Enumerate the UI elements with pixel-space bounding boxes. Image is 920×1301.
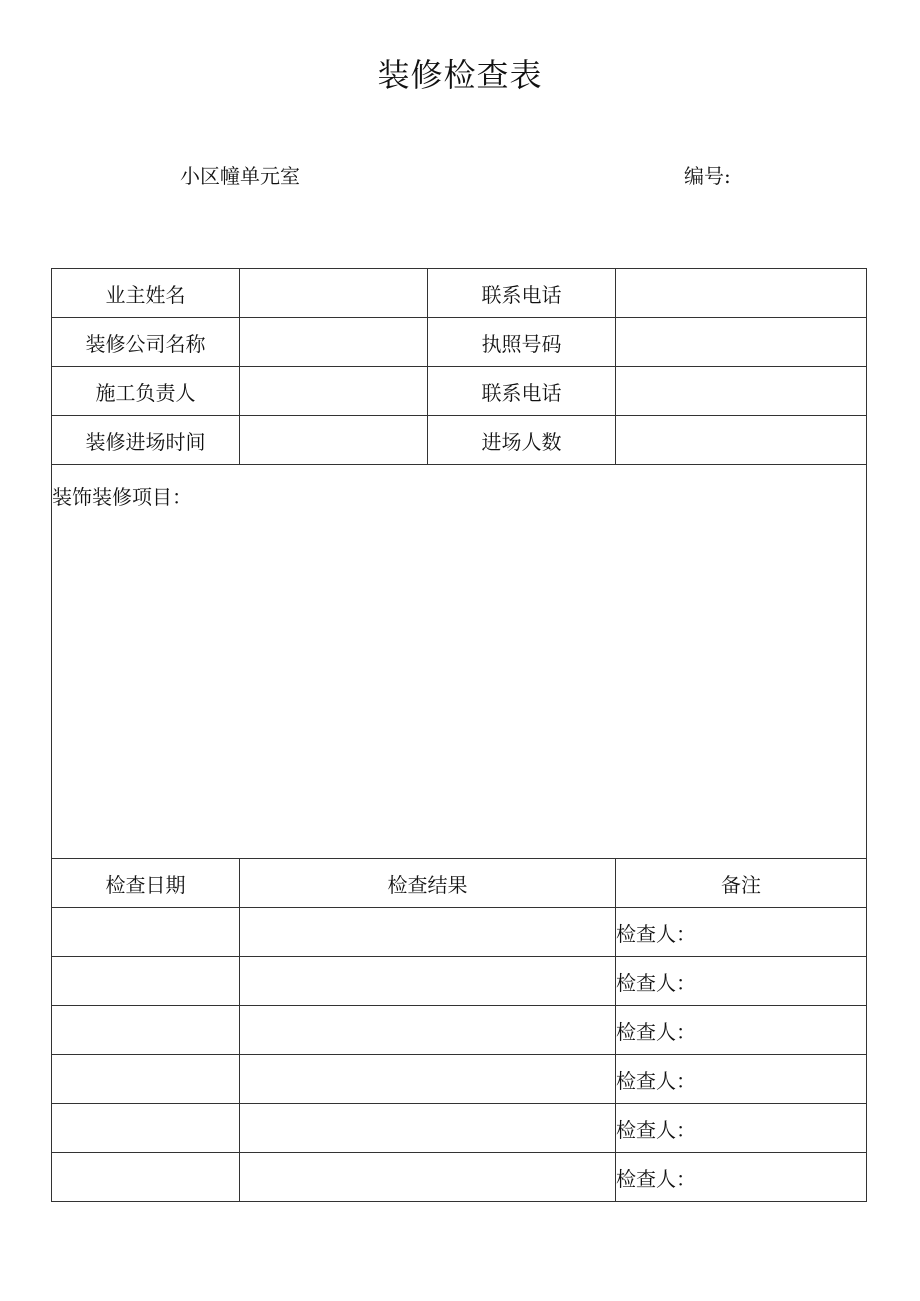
manager-phone-field[interactable]: [616, 367, 867, 416]
page-title: 装修检查表: [377, 56, 543, 94]
inspection-form-table: [51, 268, 867, 1202]
inspection-result-cell[interactable]: [240, 957, 616, 1006]
inspection-date-header: 检查日期: [52, 859, 240, 908]
inspection-date-cell[interactable]: [52, 1153, 240, 1202]
inspection-date-cell[interactable]: [52, 957, 240, 1006]
company-name-field[interactable]: [240, 318, 428, 367]
inspector-cell[interactable]: 检查人：: [616, 1153, 867, 1202]
inspection-row: [52, 1104, 867, 1153]
info-row: [52, 367, 867, 416]
site-manager-field[interactable]: [240, 367, 428, 416]
info-row: [52, 269, 867, 318]
inspector-cell[interactable]: 检查人：: [616, 957, 867, 1006]
inspection-date-cell[interactable]: [52, 908, 240, 957]
inspection-row: [52, 1055, 867, 1104]
inspection-result-cell[interactable]: [240, 1153, 616, 1202]
inspection-date-cell[interactable]: [52, 1104, 240, 1153]
inspection-date-cell[interactable]: [52, 1006, 240, 1055]
inspector-cell[interactable]: 检查人：: [616, 1055, 867, 1104]
location-text: 小区幢单元室: [180, 164, 300, 188]
owner-name-label: 业主姓名: [52, 269, 240, 318]
inspector-cell[interactable]: 检查人：: [616, 908, 867, 957]
worker-count-label: 进场人数: [428, 416, 616, 465]
number-label: 编号:: [684, 164, 731, 188]
owner-name-field[interactable]: [240, 269, 428, 318]
inspection-date-cell[interactable]: [52, 1055, 240, 1104]
license-number-label: 执照号码: [428, 318, 616, 367]
manager-phone-label: 联系电话: [428, 367, 616, 416]
inspection-result-cell[interactable]: [240, 1104, 616, 1153]
inspection-result-cell[interactable]: [240, 1006, 616, 1055]
remark-header: 备注: [616, 859, 867, 908]
site-manager-label: 施工负责人: [52, 367, 240, 416]
inspection-row: [52, 1006, 867, 1055]
inspection-result-cell[interactable]: [240, 1055, 616, 1104]
info-row: [52, 416, 867, 465]
entry-time-field[interactable]: [240, 416, 428, 465]
inspection-result-header: 检查结果: [240, 859, 616, 908]
worker-count-field[interactable]: [616, 416, 867, 465]
inspection-row: [52, 908, 867, 957]
inspector-cell[interactable]: 检查人：: [616, 1104, 867, 1153]
projects-area[interactable]: [52, 465, 867, 859]
entry-time-label: 装修进场时间: [52, 416, 240, 465]
license-number-field[interactable]: [616, 318, 867, 367]
inspection-header-row: [52, 859, 867, 908]
info-row: [52, 318, 867, 367]
owner-phone-label: 联系电话: [428, 269, 616, 318]
inspection-row: [52, 957, 867, 1006]
inspector-cell[interactable]: 检查人：: [616, 1006, 867, 1055]
company-name-label: 装修公司名称: [52, 318, 240, 367]
projects-row: [52, 465, 867, 859]
owner-phone-field[interactable]: [616, 269, 867, 318]
inspection-row: [52, 1153, 867, 1202]
inspection-result-cell[interactable]: [240, 908, 616, 957]
projects-label: 装饰装修项目：: [52, 485, 192, 509]
